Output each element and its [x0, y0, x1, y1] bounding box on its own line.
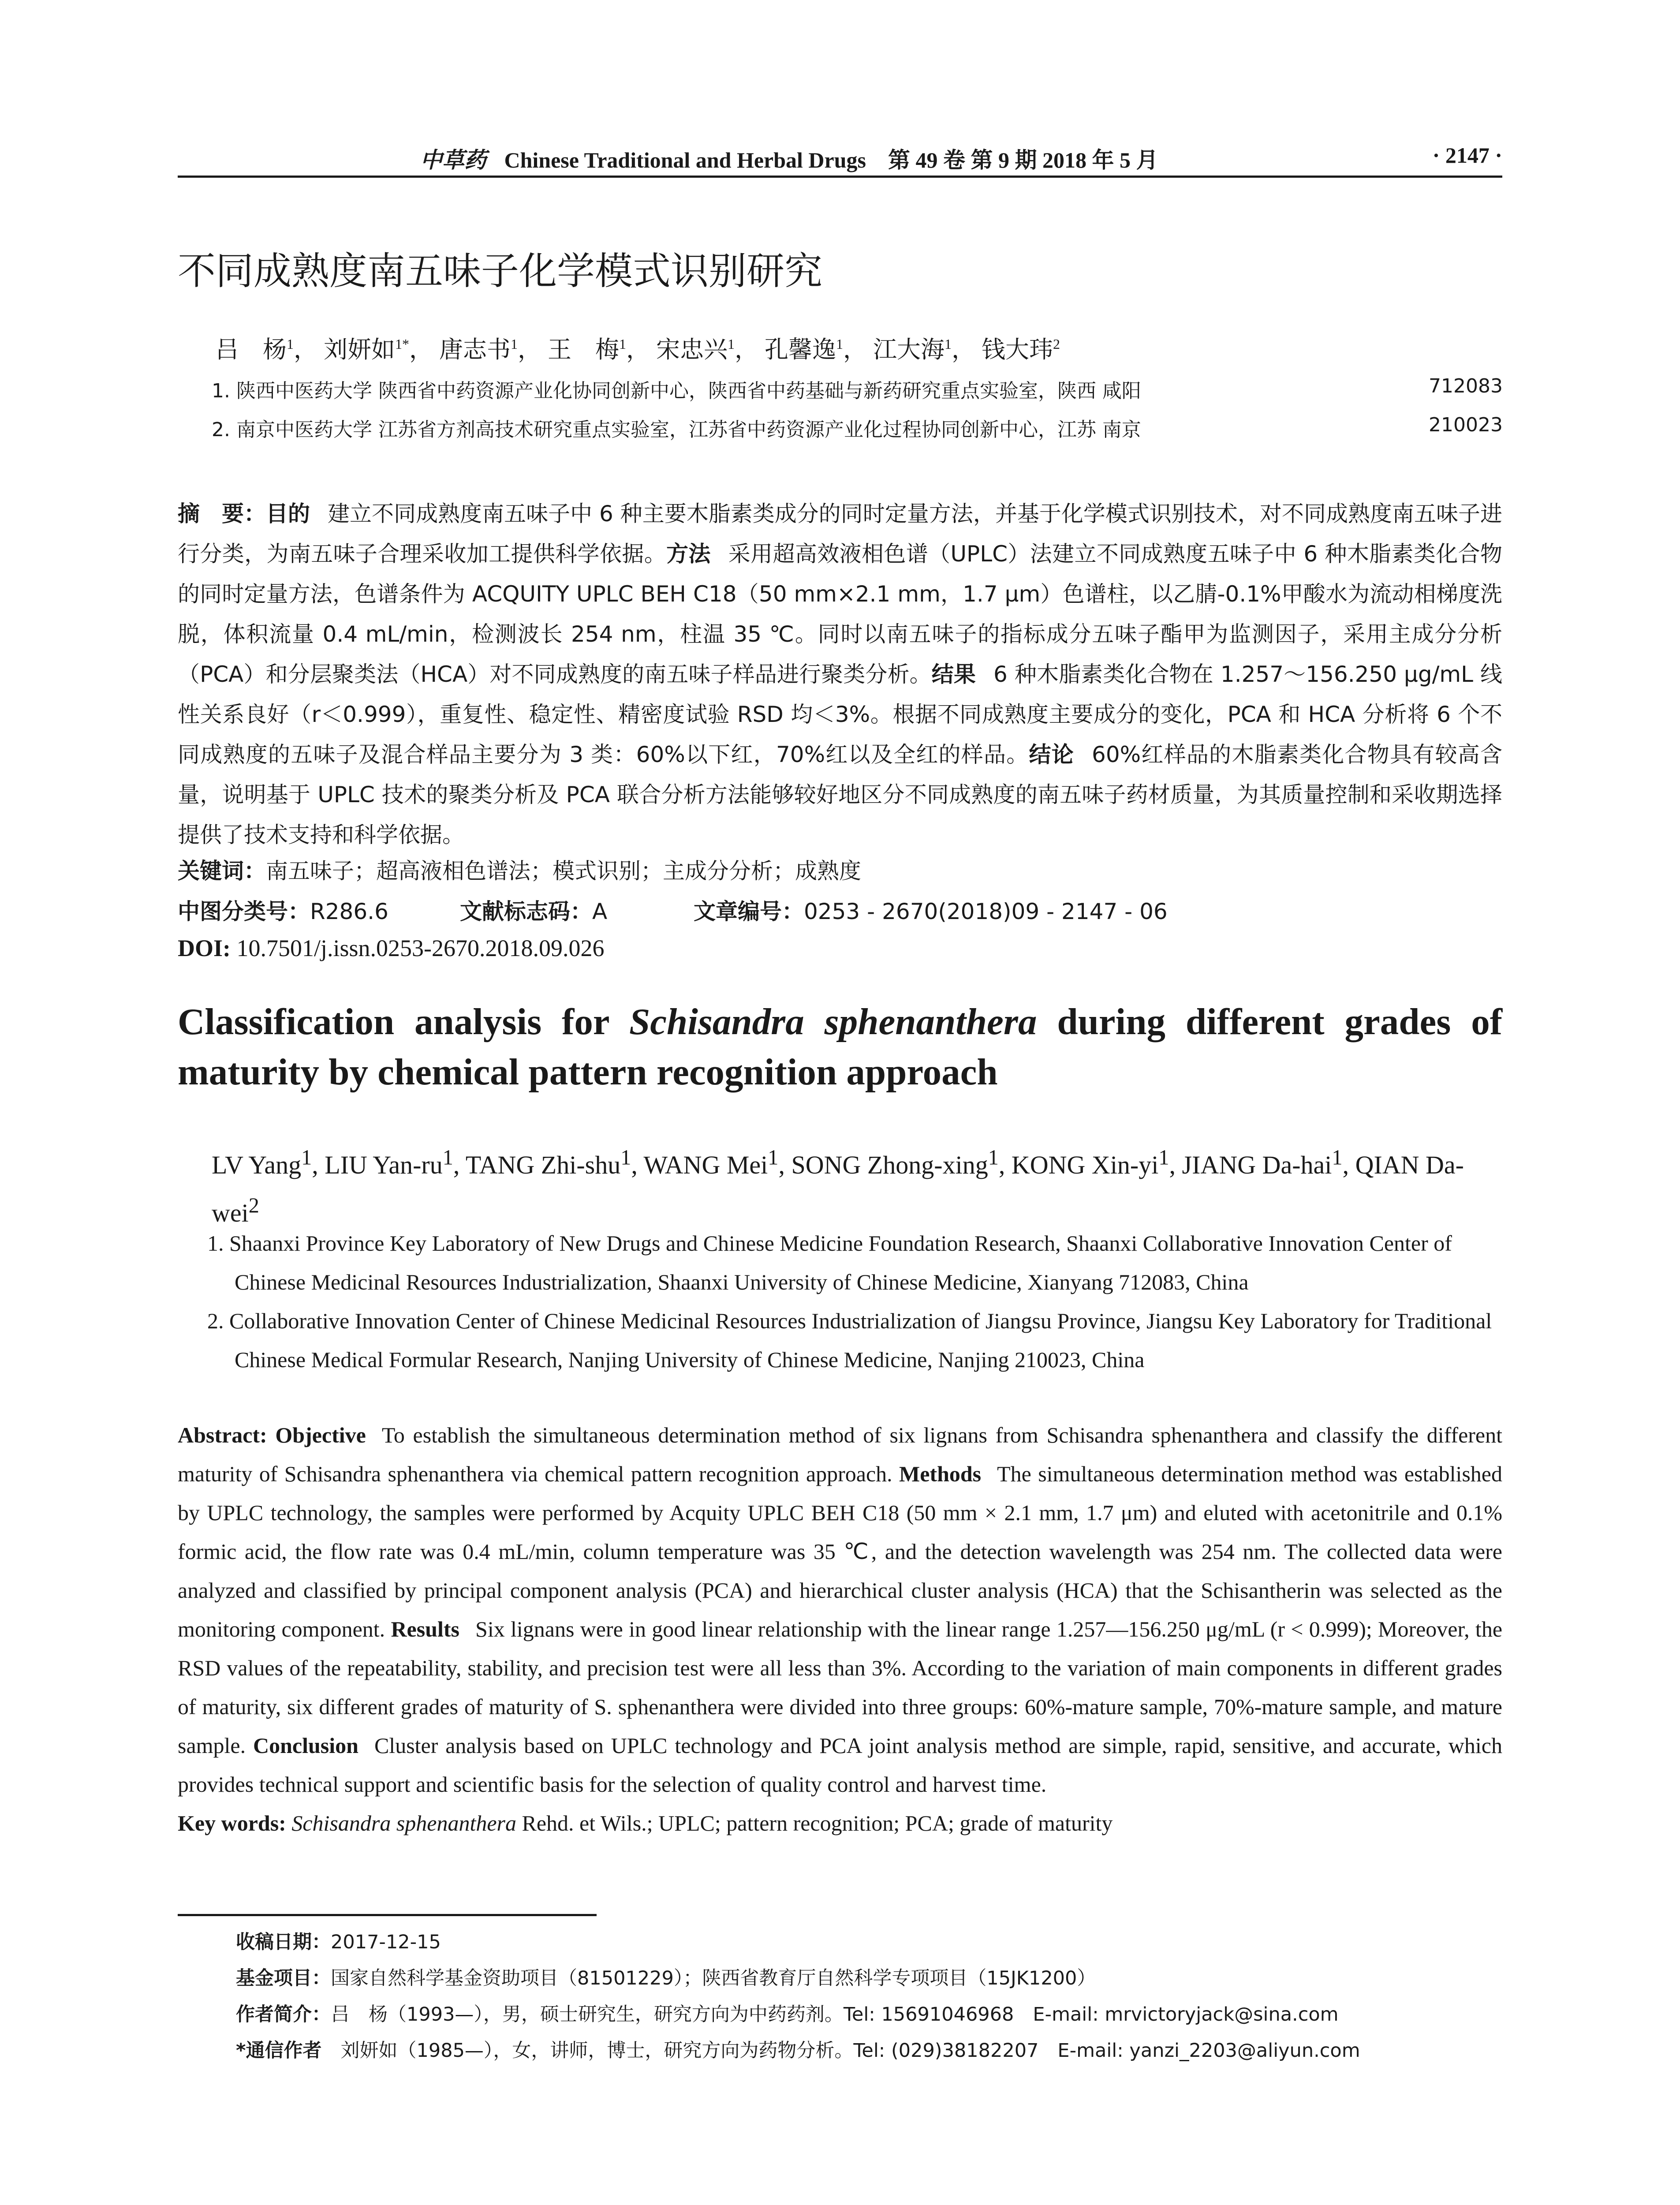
affiliation-text: 1. 陕西中医药大学 陕西省中药资源产业化协同创新中心，陕西省中药基础与新药研究重点实验室，陕西 咸阳: [212, 380, 1141, 402]
author-name: TANG Zhi-shu$^1$,: [465, 1146, 644, 1180]
author-affiliation-marker: 1: [619, 336, 626, 352]
affiliation-en-2: 2. Collaborative Innovation Center of Chinese Medicinal Resources Industrialization of Jiangsu Province, Jiangsu Key Laboratory for Traditional Chinese Medical Formular Research, Nanjing University of Chinese Medicine, Nanjing 210023, China: [207, 1308, 1492, 1372]
footnotes: [236, 1927, 1501, 2072]
doi-value[interactable]: 10.7501/j.issn.0253-2670.2018.09.026: [236, 935, 605, 961]
document-code: [460, 894, 694, 926]
author-name: KONG Xin-$yi^1$,: [1011, 1146, 1182, 1180]
footnote-text: 吕 杨（1993—），男，硕士研究生，研究方向为中药药剂。Tel: 15691046968 E-mail: mrvictoryjack@sina.com: [331, 2003, 1339, 2026]
author-separator: ，: [626, 336, 650, 363]
author-name: 江大海$^1$，: [873, 336, 975, 363]
author-separator: ,: [312, 1151, 325, 1180]
author-name: 唐志书$^1$，: [439, 336, 541, 363]
methods-label: 方法: [666, 541, 711, 567]
clc-label: 中图分类号：: [178, 899, 310, 924]
author-affiliation-marker: 2: [1053, 336, 1060, 352]
footnote-divider: [178, 1914, 597, 1916]
author-name: QIAN Da-wei$^2$: [212, 1151, 1464, 1227]
author-name: 孔馨逸$^1$，: [765, 336, 867, 363]
results-en-label: Results: [391, 1617, 460, 1641]
conclusion-en-text: Cluster analysis based on UPLC technology and PCA joint analysis method are simple, rapid, sensitive, and accurate, which provides technical support and scientific basis for the selection of quality control and harvest time.: [178, 1733, 1502, 1797]
author-separator: ，: [294, 336, 317, 363]
classification-row: [178, 894, 1502, 934]
running-header: [178, 140, 1502, 178]
journal-issue-info: Chinese Traditional and Herbal Drugs 第 49 卷 第 9 期 2018 年 5 月: [504, 148, 1158, 172]
author-name: 吕 杨$^1$，: [215, 336, 317, 363]
conclusion-label: 结论: [1029, 742, 1075, 767]
author-list-en: [212, 1138, 1490, 1233]
author-separator: ，: [409, 336, 433, 363]
keywords-en-label: Key words:: [178, 1811, 286, 1835]
affiliation-cn-1: [212, 375, 1503, 414]
methods-text: 采用超高效液相色谱（UPLC）法建立不同成熟度五味子中 6 种木脂素类化合物的同时定量方法，色谱条件为 ACQUITY UPLC BEH C18（50 mm×2.1 mm，1.7 μm）色谱柱，以乙腈-0.1%甲酸水为流动相梯度洗脱，体积流量 0.4 mL/min，检测波长 254 nm，柱温 35 ℃。同时以南五味子的指标成分五味子酯甲为监测因子，采用主成分分析（PCA）和分层聚类法（HCA）对不同成熟度的南五味子样品进行聚类分析。: [178, 541, 1502, 687]
keywords-en-species: Schisandra sphenanthera: [291, 1811, 517, 1835]
abstract-en-label: Abstract:: [178, 1423, 267, 1447]
results-en-text: Six lignans were in good linear relationship with the linear range 1.257—156.250 μg/mL (r < 0.999); Moreover, the RSD values of the repeatability, stability, and precision test were all less than 3%. According to the variation of main components in different grades of maturity, six different grades of maturity of S. sphenanthera were divided into three groups: 60%-mature sample, 70%-mature sample, and mature sample.: [178, 1617, 1503, 1758]
author-separator: ,: [778, 1151, 791, 1180]
objective-text: 建立不同成熟度南五味子中 6 种主要木脂素类成分的同时定量方法，并基于化学模式识别技术，对不同成熟度南五味子进行分类，为南五味子合理采收加工提供科学依据。: [178, 501, 1502, 567]
footnote-received: [236, 1927, 1501, 1963]
affiliations-en: [207, 1224, 1502, 1379]
clc-value: R286.6: [310, 899, 388, 924]
author-separator: ,: [1169, 1151, 1182, 1180]
article-number: [694, 894, 1168, 926]
author-name: SONG Zhong-xing$^1$,: [791, 1146, 1012, 1180]
footnote-label: 作者简介：: [236, 2003, 331, 2026]
abstract-label: 摘 要：: [178, 501, 266, 527]
author-affiliation-marker: 1: [728, 336, 735, 352]
keywords-cn: [178, 853, 1502, 894]
author-separator: ,: [631, 1151, 644, 1180]
affiliation-postcode: 712083: [1429, 375, 1503, 397]
author-name: 王 梅$^1$，: [548, 336, 650, 363]
article-title-en: [178, 997, 1502, 1097]
doi-label: DOI:: [178, 935, 231, 961]
author-affiliation-marker: 1: [836, 336, 843, 352]
footnote-text: 刘妍如（1985—），女，讲师，博士，研究方向为药物分析。Tel: (029)38182207 E-mail: yanzi_2203@aliyun.com: [321, 2040, 1360, 2062]
abstract-cn: [178, 494, 1502, 855]
author-affiliation-marker: 1: [287, 336, 294, 352]
footnote-label: *通信作者: [236, 2040, 322, 2062]
objective-label: 目的: [266, 501, 310, 527]
article-number-label: 文章编号：: [694, 899, 804, 924]
methods-en-text: The simultaneous determination method was established by UPLC technology, the samples were performed by Acquity UPLC BEH C18 (50 mm × 2.1 mm, 1.7 μm) and eluted with acetonitrile and 0.1% formic acid, the flow rate was 0.4 mL/min, column temperature was 35 ℃, and the detection wavelength was 254 nm. The collected data were analyzed and classified by principal component analysis (PCA) and hierarchical cluster analysis (HCA) that the Schisantherin was selected as the monitoring component.: [178, 1461, 1503, 1641]
journal-header: [420, 142, 1158, 174]
author-name: WANG Mei$^1$,: [643, 1146, 791, 1180]
objective-en-label: Objective: [275, 1423, 366, 1447]
footnote-corresponding: [236, 2036, 1501, 2072]
conclusion-en-label: Conclusion: [253, 1733, 358, 1758]
author-affiliation-marker: 1: [442, 1146, 453, 1170]
author-affiliation-marker: 1: [1158, 1146, 1169, 1170]
author-name: 宋忠兴$^1$，: [656, 336, 758, 363]
abstract-en: [178, 1416, 1502, 1842]
footnote-label: 基金项目：: [236, 1967, 331, 1989]
document-code-value: A: [592, 899, 608, 924]
author-separator: ,: [998, 1151, 1012, 1180]
conclusion-text: 60%红样品的木脂素类化合物具有较高含量，说明基于 UPLC 技术的聚类分析及 PCA 联合分析方法能够较好地区分不同成熟度的南五味子药材质量，为其质量控制和采收期选择提供了技术支持和科学依据。: [178, 742, 1502, 848]
affiliation-text: 2. 南京中医药大学 江苏省方剂高技术研究重点实验室，江苏省中药资源产业化过程协同创新中心，江苏 南京: [212, 419, 1141, 441]
author-separator: ，: [735, 336, 758, 363]
author-affiliation-marker: 1: [1332, 1146, 1343, 1170]
article-number-value: 0253 - 2670(2018)09 - 2147 - 06: [804, 899, 1168, 924]
title-en-species: Schisandra sphenanthera: [629, 1001, 1037, 1043]
author-separator: ，: [518, 336, 541, 363]
article-title-cn: 不同成熟度南五味子化学模式识别研究: [178, 249, 822, 293]
page-number: · 2147 ·: [1432, 143, 1502, 168]
author-separator: ，: [843, 336, 867, 363]
author-separator: ,: [453, 1151, 466, 1180]
footnote-author-bio: [236, 1999, 1501, 2036]
author-affiliation-marker: 1: [988, 1146, 999, 1170]
affiliations-cn: [212, 375, 1503, 452]
author-name: LV Yang$^1$,: [212, 1146, 325, 1180]
title-en-part-1: Classification analysis for: [178, 1001, 629, 1043]
author-affiliation-marker: 1: [301, 1146, 312, 1170]
affiliation-postcode: 210023: [1429, 414, 1503, 436]
author-name: LIU Yan-$ru^1$,: [325, 1146, 466, 1180]
keywords-en-text: Rehd. et Wils.; UPLC; pattern recognition; PCA; grade of maturity: [516, 1811, 1113, 1835]
author-name: 刘妍如$^{1*}$，: [324, 336, 433, 363]
article-meta-cn: [178, 853, 1502, 975]
objective-en-text: To establish the simultaneous determination method of six lignans from Schisandra sphenanthera and classify the different maturity of Schisandra sphenanthera via chemical pattern recognition approach.: [178, 1423, 1502, 1486]
journal-name-cn: 中草药: [420, 147, 486, 173]
author-affiliation-marker: 2: [248, 1194, 259, 1218]
document-code-label: 文献标志码：: [460, 899, 592, 924]
keywords-en: [178, 1804, 1502, 1842]
author-list-cn: [215, 331, 1066, 365]
author-name: 钱大玮$^2$: [982, 336, 1060, 363]
author-affiliation-marker: 1: [768, 1146, 779, 1170]
keywords-label: 关键词：: [178, 858, 266, 884]
footnote-text: 2017-12-15: [331, 1931, 441, 1953]
footnote-label: 收稿日期：: [236, 1931, 331, 1953]
affiliation-en-1: 1. Shaanxi Province Key Laboratory of New Drugs and Chinese Medicine Foundation Research, Shaanxi Collaborative Innovation Center of Chinese Medicinal Resources Industrialization, Shaanxi University of Chinese Medicine, Xianyang 712083, China: [207, 1231, 1452, 1294]
footnote-text: 国家自然科学基金资助项目（81501229）；陕西省教育厅自然科学专项项目（15JK1200）: [331, 1967, 1096, 1989]
author-affiliation-marker: 1: [945, 336, 952, 352]
results-label: 结果: [931, 662, 976, 687]
results-text: 6 种木脂素类化合物在 1.257～156.250 μg/mL 线性关系良好（r＜0.999），重复性、稳定性、精密度试验 RSD 均＜3%。根据不同成熟度主要成分的变化，PCA 和 HCA 分析将 6 个不同成熟度的五味子及混合样品主要分为 3 类：60%以下红，70%红以及全红的样品。: [178, 662, 1503, 767]
clc-number: [178, 894, 460, 926]
doi: [178, 934, 1502, 975]
methods-en-label: Methods: [899, 1461, 982, 1486]
footnote-funding: [236, 1963, 1501, 1999]
author-name: JIANG Da-hai$^1$,: [1182, 1146, 1355, 1180]
keywords-text: 南五味子；超高液相色谱法；模式识别；主成分分析；成熟度: [266, 858, 861, 884]
author-separator: ，: [952, 336, 975, 363]
author-affiliation-marker: 1: [620, 1146, 631, 1170]
author-affiliation-marker: 1: [511, 336, 518, 352]
affiliation-cn-2: [212, 414, 1503, 452]
title-en-part-2: during different grades of maturity by chemical pattern recognition approach: [178, 1001, 1503, 1093]
author-affiliation-marker: 1*: [395, 336, 409, 352]
author-separator: ,: [1342, 1151, 1355, 1180]
